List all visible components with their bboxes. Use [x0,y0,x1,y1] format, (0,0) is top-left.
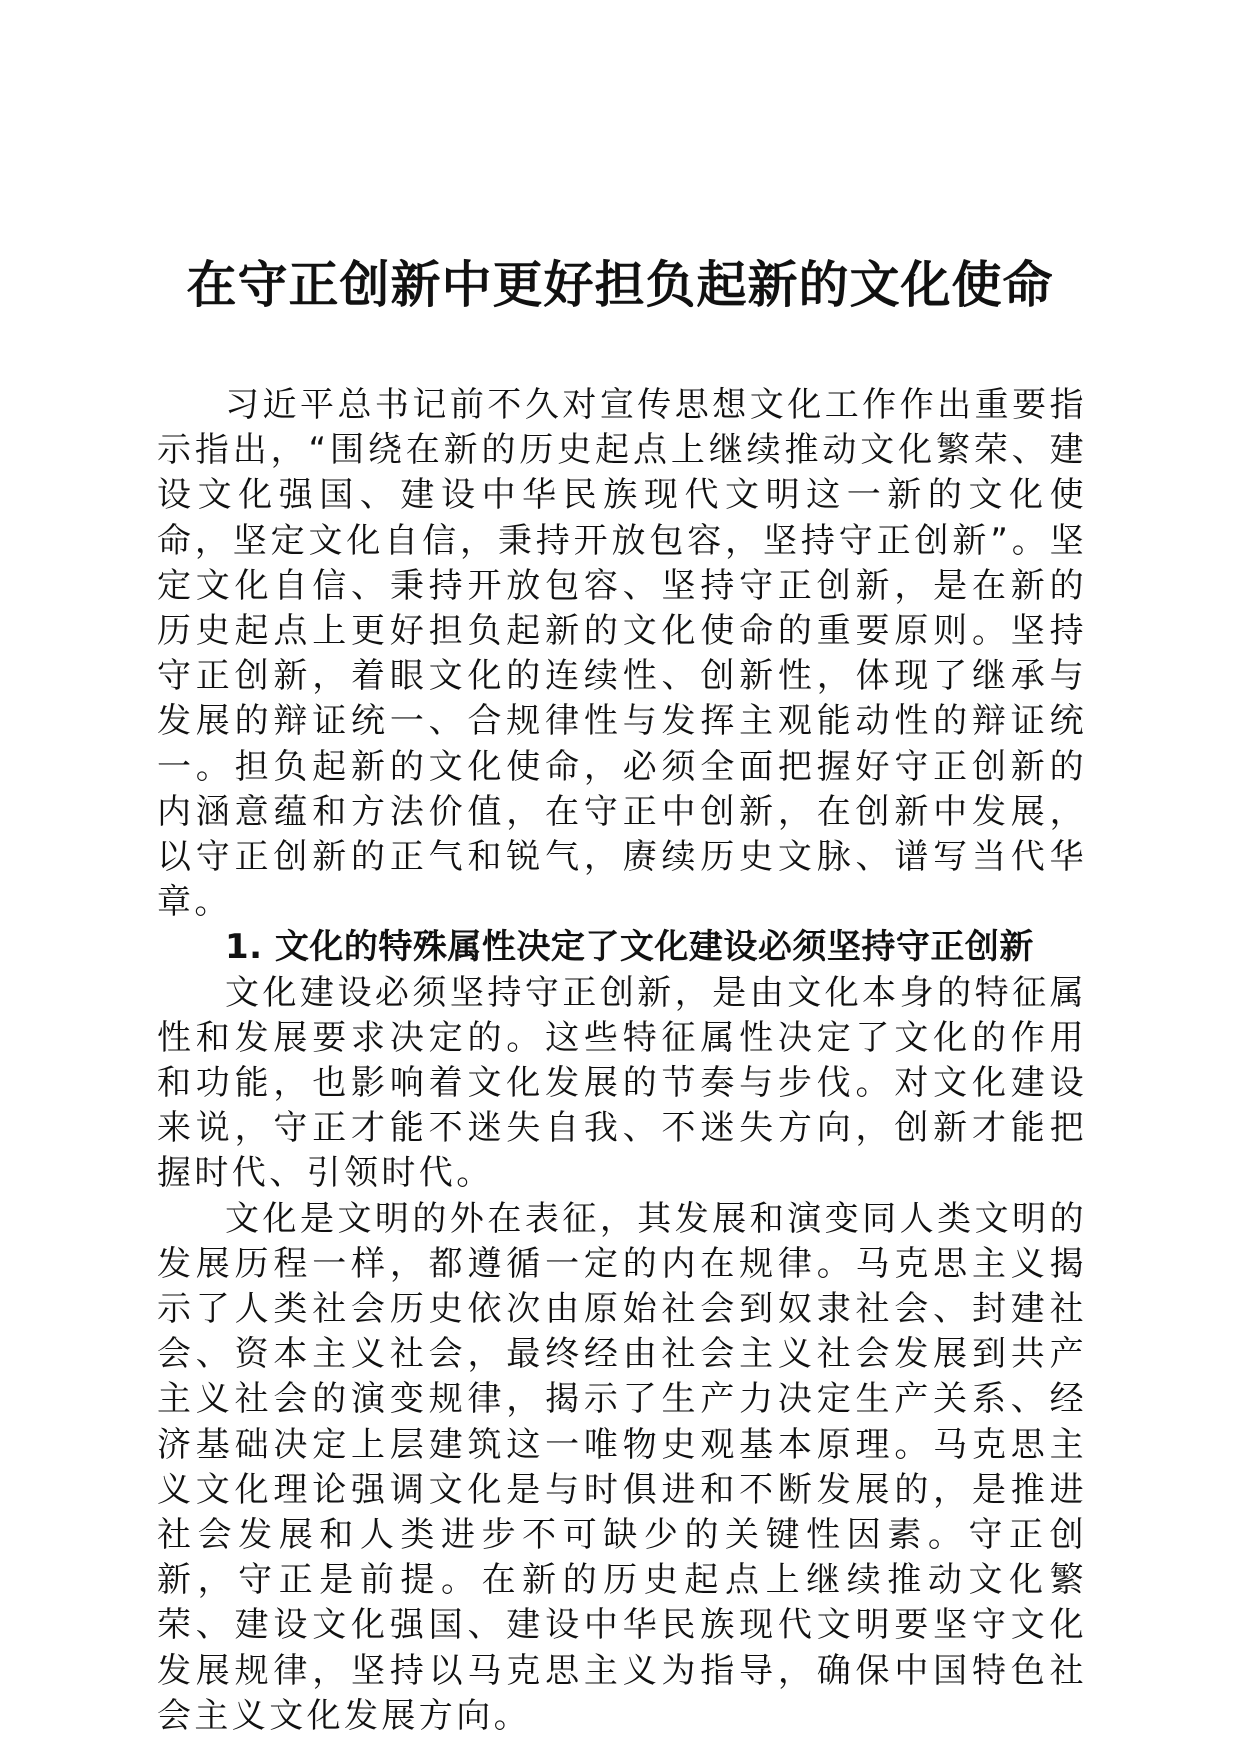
paragraph-section1-b: 文化是文明的外在表征，其发展和演变同人类文明的发展历程一样，都遵循一定的内在规律。马克思主义揭示了人类社会历史依次由原始社会到奴隶社会、封建社会、资本主义社会，最终经由社会主义社会发展到共产主义社会的演变规律，揭示了生产力决定生产关系、经济基础决定上层建筑这一唯物史观基本原理。马克思主义文化理论强调文化是与时俱进和不断发展的，是推进社会发展和人类进步不可缺少的关键性因素。守正创新，守正是前提。在新的历史起点上继续推动文化繁荣、建设文化强国、建设中华民族现代文明要坚守文化发展规律，坚持以马克思主义为指导，确保中国特色社会主义文化发展方向。 [157,1198,1087,1736]
paragraph-section1-a: 文化建设必须坚持守正创新，是由文化本身的特征属性和发展要求决定的。这些特征属性决定了文化的作用和功能，也影响着文化发展的节奏与步伐。对文化建设来说，守正才能不迷失自我、不迷失方向，创新才能把握时代、引领时代。 [157,972,1087,1194]
document-body [157,383,1087,1739]
paragraph-intro: 习近平总书记前不久对宣传思想文化工作作出重要指示指出，“围绕在新的历史起点上继续推动文化繁荣、建设文化强国、建设中华民族现代文明这一新的文化使命，坚定文化自信，秉持开放包容，坚持守正创新”。坚定文化自信、秉持开放包容、坚持守正创新，是在新的历史起点上更好担负起新的文化使命的重要原则。坚持守正创新，着眼文化的连续性、创新性，体现了继承与发展的辩证统一、合规律性与发挥主观能动性的辩证统一。担负起新的文化使命，必须全面把握好守正创新的内涵意蕴和方法价值，在守正中创新，在创新中发展，以守正创新的正气和锐气，赓续历史文脉、谱写当代华章。 [157,385,1087,923]
section-heading-1: 1. 文化的特殊属性决定了文化建设必须坚持守正创新 [225,927,1034,968]
document-title: 在守正创新中更好担负起新的文化使命 [186,255,1054,314]
